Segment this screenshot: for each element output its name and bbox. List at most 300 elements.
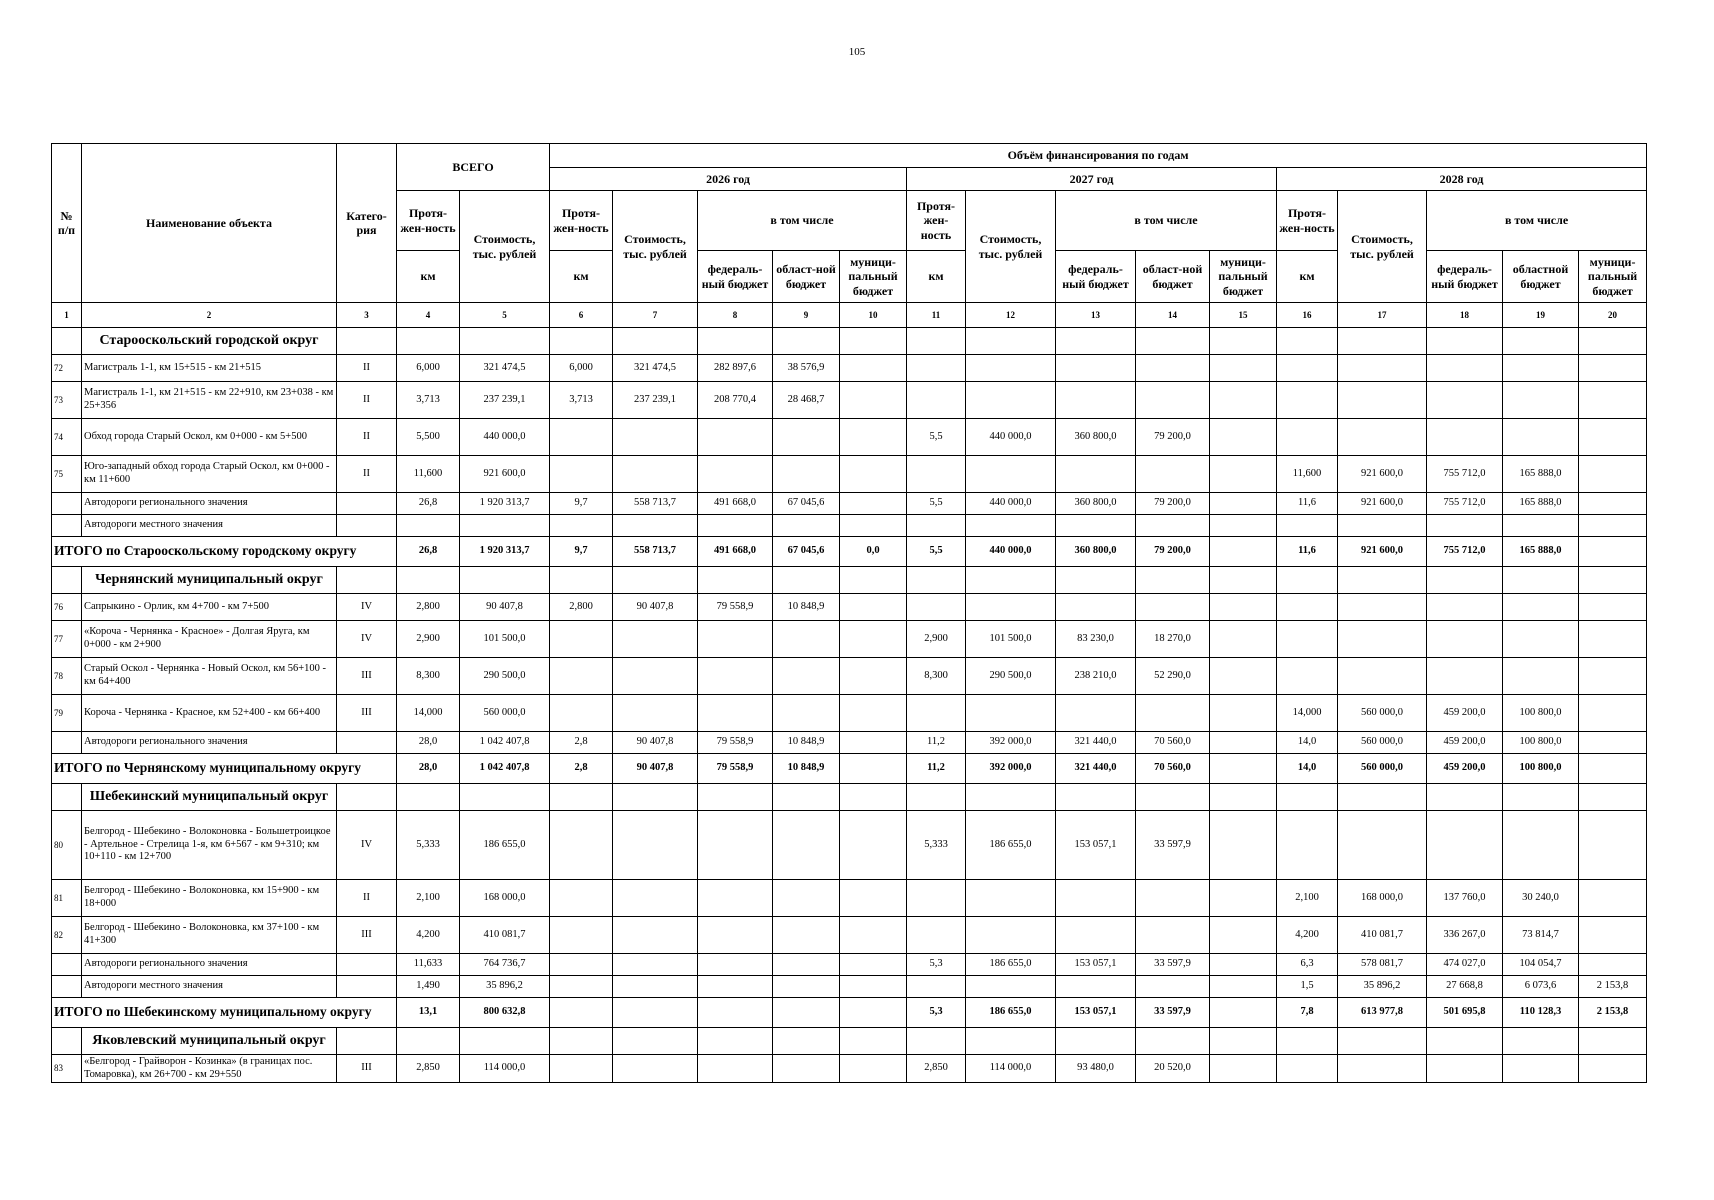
value-cell: 10 848,9 (773, 732, 840, 754)
road-category: II (337, 355, 397, 382)
total-length-header: Протя-жен-ность (397, 191, 460, 251)
empty-cell (1503, 1028, 1579, 1055)
value-cell: 1 920 313,7 (460, 493, 550, 515)
y2027-length-header: Протя-жен-ность (907, 191, 966, 251)
value-cell (1338, 621, 1427, 658)
value-cell: 755 712,0 (1427, 456, 1503, 493)
value-cell (1503, 419, 1579, 456)
value-cell: 321 474,5 (613, 355, 698, 382)
value-cell (1579, 355, 1647, 382)
value-cell (550, 880, 613, 917)
value-cell (1579, 695, 1647, 732)
value-cell (1210, 1055, 1277, 1083)
total-value-cell: 2 153,8 (1579, 998, 1647, 1028)
empty-cell (397, 784, 460, 811)
value-cell: 921 600,0 (1338, 493, 1427, 515)
total-value-cell (1210, 998, 1277, 1028)
empty-cell (1579, 784, 1647, 811)
value-cell (1210, 976, 1277, 998)
value-cell (613, 695, 698, 732)
value-cell (698, 917, 773, 954)
section-title: Старооскольский городской округ (82, 328, 337, 355)
value-cell: 90 407,8 (613, 594, 698, 621)
empty-cell (337, 328, 397, 355)
value-cell (698, 419, 773, 456)
empty-cell (52, 493, 82, 515)
value-cell (698, 954, 773, 976)
value-cell (1579, 594, 1647, 621)
value-cell (550, 811, 613, 880)
value-cell (613, 880, 698, 917)
total-row (52, 998, 1647, 1028)
y2026-km-header: км (550, 251, 613, 303)
value-cell (1210, 419, 1277, 456)
value-cell (840, 621, 907, 658)
empty-cell (840, 567, 907, 594)
y2028-municipal-header: муници-пальный бюджет (1579, 251, 1647, 303)
col-name-header: Наименование объекта (82, 144, 337, 303)
value-cell (1427, 1055, 1503, 1083)
section-num-cell (52, 784, 82, 811)
total-value-cell: 0,0 (840, 537, 907, 567)
empty-cell (1136, 567, 1210, 594)
value-cell: 101 500,0 (966, 621, 1056, 658)
value-cell: 410 081,7 (460, 917, 550, 954)
total-cost-header: Стоимость, тыс. рублей (460, 191, 550, 303)
value-cell: 11,600 (1277, 456, 1338, 493)
empty-cell (698, 567, 773, 594)
value-cell (1338, 382, 1427, 419)
empty-cell (337, 515, 397, 537)
column-number: 6 (550, 303, 613, 328)
financing-table (51, 143, 1647, 1083)
value-cell (1579, 419, 1647, 456)
empty-cell (52, 515, 82, 537)
value-cell: 560 000,0 (460, 695, 550, 732)
value-cell (1056, 355, 1136, 382)
empty-cell (1056, 567, 1136, 594)
object-name: Сапрыкино - Орлик, км 4+700 - км 7+500 (82, 594, 337, 621)
total-value-cell: 90 407,8 (613, 754, 698, 784)
y2027-including-header: в том числе (1056, 191, 1277, 251)
empty-cell (613, 567, 698, 594)
object-name: Белгород - Шебекино - Волоконовка, км 37+100 - км 41+300 (82, 917, 337, 954)
empty-cell (1427, 328, 1503, 355)
road-category: III (337, 695, 397, 732)
value-cell (1210, 695, 1277, 732)
section-num-cell (52, 567, 82, 594)
value-cell (1503, 355, 1579, 382)
total-value-cell: 360 800,0 (1056, 537, 1136, 567)
value-cell (1210, 382, 1277, 419)
value-cell (773, 658, 840, 695)
road-category: III (337, 1055, 397, 1083)
empty-cell (460, 1028, 550, 1055)
value-cell: 5,500 (397, 419, 460, 456)
value-cell (907, 976, 966, 998)
total-value-cell: 921 600,0 (1338, 537, 1427, 567)
value-cell (1427, 515, 1503, 537)
total-label: ИТОГО по Старооскольскому городскому округу (52, 537, 397, 567)
value-cell (840, 419, 907, 456)
value-cell: 79 558,9 (698, 594, 773, 621)
value-cell (1210, 493, 1277, 515)
value-cell (1427, 658, 1503, 695)
value-cell (1056, 382, 1136, 419)
value-cell (550, 419, 613, 456)
empty-cell (1277, 784, 1338, 811)
subtotal-row (52, 732, 1647, 754)
total-value-cell: 321 440,0 (1056, 754, 1136, 784)
empty-cell (1503, 328, 1579, 355)
value-cell: 440 000,0 (966, 493, 1056, 515)
empty-cell (1503, 567, 1579, 594)
total-value-cell: 459 200,0 (1427, 754, 1503, 784)
total-value-cell (1210, 537, 1277, 567)
empty-cell (52, 732, 82, 754)
row-number: 74 (52, 419, 82, 456)
value-cell: 100 800,0 (1503, 695, 1579, 732)
col-category-header: Катего-рия (337, 144, 397, 303)
table-row (52, 456, 1647, 493)
value-cell (1579, 917, 1647, 954)
value-cell: 11,633 (397, 954, 460, 976)
value-cell (1338, 811, 1427, 880)
value-cell (966, 515, 1056, 537)
value-cell (840, 1055, 907, 1083)
value-cell (397, 515, 460, 537)
subtotal-label: Автодороги регионального значения (82, 954, 337, 976)
total-value-cell (840, 754, 907, 784)
value-cell: 33 597,9 (1136, 954, 1210, 976)
value-cell (966, 695, 1056, 732)
total-value-cell: 79 558,9 (698, 754, 773, 784)
total-value-cell (840, 998, 907, 1028)
total-value-cell: 1 920 313,7 (460, 537, 550, 567)
empty-cell (1056, 328, 1136, 355)
empty-cell (1338, 328, 1427, 355)
y2026-regional-header: област-ной бюджет (773, 251, 840, 303)
empty-cell (1427, 1028, 1503, 1055)
subtotal-row (52, 954, 1647, 976)
value-cell: 1 042 407,8 (460, 732, 550, 754)
value-cell (1136, 355, 1210, 382)
empty-cell (1210, 328, 1277, 355)
value-cell: 238 210,0 (1056, 658, 1136, 695)
value-cell (550, 954, 613, 976)
value-cell: 27 668,8 (1427, 976, 1503, 998)
subtotal-row (52, 493, 1647, 515)
value-cell: 114 000,0 (460, 1055, 550, 1083)
value-cell (1503, 515, 1579, 537)
value-cell: 237 239,1 (460, 382, 550, 419)
value-cell: 4,200 (1277, 917, 1338, 954)
value-cell: 153 057,1 (1056, 954, 1136, 976)
value-cell: 114 000,0 (966, 1055, 1056, 1083)
total-value-cell: 10 848,9 (773, 754, 840, 784)
empty-cell (52, 976, 82, 998)
value-cell (1277, 382, 1338, 419)
value-cell: 30 240,0 (1503, 880, 1579, 917)
total-value-cell: 110 128,3 (1503, 998, 1579, 1028)
value-cell (1056, 917, 1136, 954)
table-row (52, 811, 1647, 880)
value-cell: 321 440,0 (1056, 732, 1136, 754)
value-cell: 79 558,9 (698, 732, 773, 754)
value-cell: 168 000,0 (1338, 880, 1427, 917)
value-cell: 459 200,0 (1427, 732, 1503, 754)
road-category: IV (337, 811, 397, 880)
value-cell (1210, 658, 1277, 695)
value-cell (1136, 382, 1210, 419)
value-cell (698, 456, 773, 493)
value-cell (1277, 658, 1338, 695)
road-category: IV (337, 621, 397, 658)
year-2027-header: 2027 год (907, 168, 1277, 191)
y2028-cost-header: Стоимость, тыс. рублей (1338, 191, 1427, 303)
value-cell (1338, 658, 1427, 695)
value-cell (773, 880, 840, 917)
financing-header: Объём финансирования по годам (550, 144, 1647, 168)
table-row (52, 382, 1647, 419)
value-cell (840, 382, 907, 419)
total-value-cell: 67 045,6 (773, 537, 840, 567)
empty-cell (52, 954, 82, 976)
value-cell (907, 382, 966, 419)
value-cell (773, 621, 840, 658)
empty-cell (613, 784, 698, 811)
value-cell: 186 655,0 (460, 811, 550, 880)
value-cell (1579, 621, 1647, 658)
value-cell (460, 515, 550, 537)
value-cell (966, 880, 1056, 917)
value-cell: 165 888,0 (1503, 456, 1579, 493)
value-cell (1136, 456, 1210, 493)
y2026-cost-header: Стоимость, тыс. рублей (613, 191, 698, 303)
value-cell (1579, 658, 1647, 695)
value-cell (698, 658, 773, 695)
value-cell: 336 267,0 (1427, 917, 1503, 954)
empty-cell (698, 1028, 773, 1055)
column-number: 2 (82, 303, 337, 328)
empty-cell (966, 784, 1056, 811)
value-cell (1136, 695, 1210, 732)
section-title: Чернянский муниципальный округ (82, 567, 337, 594)
table-row (52, 621, 1647, 658)
value-cell (1579, 1055, 1647, 1083)
value-cell: 392 000,0 (966, 732, 1056, 754)
page-number: 105 (848, 46, 866, 58)
value-cell: 5,333 (397, 811, 460, 880)
empty-cell (907, 784, 966, 811)
total-value-cell: 755 712,0 (1427, 537, 1503, 567)
value-cell: 14,000 (397, 695, 460, 732)
value-cell (1136, 976, 1210, 998)
value-cell: 153 057,1 (1056, 811, 1136, 880)
total-value-cell (1579, 537, 1647, 567)
column-number: 20 (1579, 303, 1647, 328)
y2027-federal-header: федераль-ный бюджет (1056, 251, 1136, 303)
road-category: III (337, 658, 397, 695)
value-cell: 558 713,7 (613, 493, 698, 515)
empty-cell (1427, 784, 1503, 811)
value-cell (550, 695, 613, 732)
y2028-length-header: Протя-жен-ность (1277, 191, 1338, 251)
value-cell (698, 880, 773, 917)
empty-cell (1056, 1028, 1136, 1055)
total-value-cell: 491 668,0 (698, 537, 773, 567)
value-cell (773, 1055, 840, 1083)
value-cell (1056, 976, 1136, 998)
value-cell: 2,900 (907, 621, 966, 658)
empty-cell (698, 328, 773, 355)
empty-cell (1503, 784, 1579, 811)
value-cell: 168 000,0 (460, 880, 550, 917)
empty-cell (840, 1028, 907, 1055)
value-cell (1277, 811, 1338, 880)
value-cell: 8,300 (907, 658, 966, 695)
column-number: 5 (460, 303, 550, 328)
value-cell (1579, 732, 1647, 754)
total-value-cell: 33 597,9 (1136, 998, 1210, 1028)
value-cell: 11,6 (1277, 493, 1338, 515)
value-cell (1210, 811, 1277, 880)
road-category: IV (337, 594, 397, 621)
value-cell (907, 880, 966, 917)
value-cell (773, 954, 840, 976)
value-cell: 5,333 (907, 811, 966, 880)
total-value-cell: 558 713,7 (613, 537, 698, 567)
column-number: 4 (397, 303, 460, 328)
value-cell: 28 468,7 (773, 382, 840, 419)
value-cell (1277, 419, 1338, 456)
column-numbers-row (52, 303, 1647, 328)
y2027-municipal-header: муници-пальный бюджет (1210, 251, 1277, 303)
value-cell (613, 419, 698, 456)
empty-cell (1136, 1028, 1210, 1055)
value-cell (773, 515, 840, 537)
value-cell (1056, 594, 1136, 621)
value-cell: 410 081,7 (1338, 917, 1427, 954)
value-cell (1579, 880, 1647, 917)
value-cell: 3,713 (550, 382, 613, 419)
value-cell: 360 800,0 (1056, 419, 1136, 456)
value-cell: 10 848,9 (773, 594, 840, 621)
value-cell (613, 658, 698, 695)
value-cell: 459 200,0 (1427, 695, 1503, 732)
value-cell: 282 897,6 (698, 355, 773, 382)
value-cell: 6,3 (1277, 954, 1338, 976)
empty-cell (1210, 784, 1277, 811)
value-cell (840, 976, 907, 998)
value-cell (1338, 355, 1427, 382)
empty-cell (773, 1028, 840, 1055)
value-cell: 8,300 (397, 658, 460, 695)
empty-cell (966, 1028, 1056, 1055)
column-number: 12 (966, 303, 1056, 328)
column-number: 8 (698, 303, 773, 328)
total-label: ИТОГО по Чернянскому муниципальному округу (52, 754, 397, 784)
value-cell (773, 695, 840, 732)
y2026-federal-header: федераль-ный бюджет (698, 251, 773, 303)
total-value-cell: 501 695,8 (1427, 998, 1503, 1028)
empty-cell (698, 784, 773, 811)
value-cell (840, 355, 907, 382)
value-cell: 921 600,0 (1338, 456, 1427, 493)
empty-cell (1579, 567, 1647, 594)
object-name: Магистраль 1-1, км 15+515 - км 21+515 (82, 355, 337, 382)
value-cell: 2 153,8 (1579, 976, 1647, 998)
empty-cell (1277, 1028, 1338, 1055)
value-cell: 921 600,0 (460, 456, 550, 493)
total-value-cell: 5,3 (907, 998, 966, 1028)
total-value-cell: 560 000,0 (1338, 754, 1427, 784)
value-cell (1136, 515, 1210, 537)
value-cell: 2,100 (1277, 880, 1338, 917)
value-cell (1427, 811, 1503, 880)
value-cell: 18 270,0 (1136, 621, 1210, 658)
empty-cell (840, 784, 907, 811)
value-cell: 186 655,0 (966, 811, 1056, 880)
total-value-cell: 11,6 (1277, 537, 1338, 567)
value-cell (907, 515, 966, 537)
section-row (52, 784, 1647, 811)
value-cell: 578 081,7 (1338, 954, 1427, 976)
value-cell (907, 456, 966, 493)
value-cell (840, 658, 907, 695)
empty-cell (337, 1028, 397, 1055)
empty-cell (460, 567, 550, 594)
value-cell (1277, 621, 1338, 658)
value-cell (907, 594, 966, 621)
table-row (52, 419, 1647, 456)
row-number: 82 (52, 917, 82, 954)
value-cell (966, 594, 1056, 621)
value-cell (966, 355, 1056, 382)
total-value-cell: 392 000,0 (966, 754, 1056, 784)
value-cell: 560 000,0 (1338, 732, 1427, 754)
subtotal-row (52, 515, 1647, 537)
section-title: Шебекинский муниципальный округ (82, 784, 337, 811)
value-cell (1277, 515, 1338, 537)
value-cell (1277, 355, 1338, 382)
y2028-km-header: км (1277, 251, 1338, 303)
total-value-cell (550, 998, 613, 1028)
empty-cell (550, 567, 613, 594)
row-number: 75 (52, 456, 82, 493)
value-cell: 5,5 (907, 419, 966, 456)
value-cell (550, 456, 613, 493)
value-cell (1503, 382, 1579, 419)
value-cell (1427, 621, 1503, 658)
value-cell: 90 407,8 (460, 594, 550, 621)
column-number: 10 (840, 303, 907, 328)
column-number: 15 (1210, 303, 1277, 328)
empty-cell (907, 328, 966, 355)
table-row (52, 1055, 1647, 1083)
year-2026-header: 2026 год (550, 168, 907, 191)
value-cell: 35 896,2 (1338, 976, 1427, 998)
empty-cell (966, 328, 1056, 355)
value-cell: 104 054,7 (1503, 954, 1579, 976)
value-cell: 2,850 (397, 1055, 460, 1083)
value-cell: 93 480,0 (1056, 1055, 1136, 1083)
table-row (52, 594, 1647, 621)
value-cell (1338, 1055, 1427, 1083)
y2027-cost-header: Стоимость, тыс. рублей (966, 191, 1056, 303)
value-cell: 33 597,9 (1136, 811, 1210, 880)
empty-cell (1579, 328, 1647, 355)
